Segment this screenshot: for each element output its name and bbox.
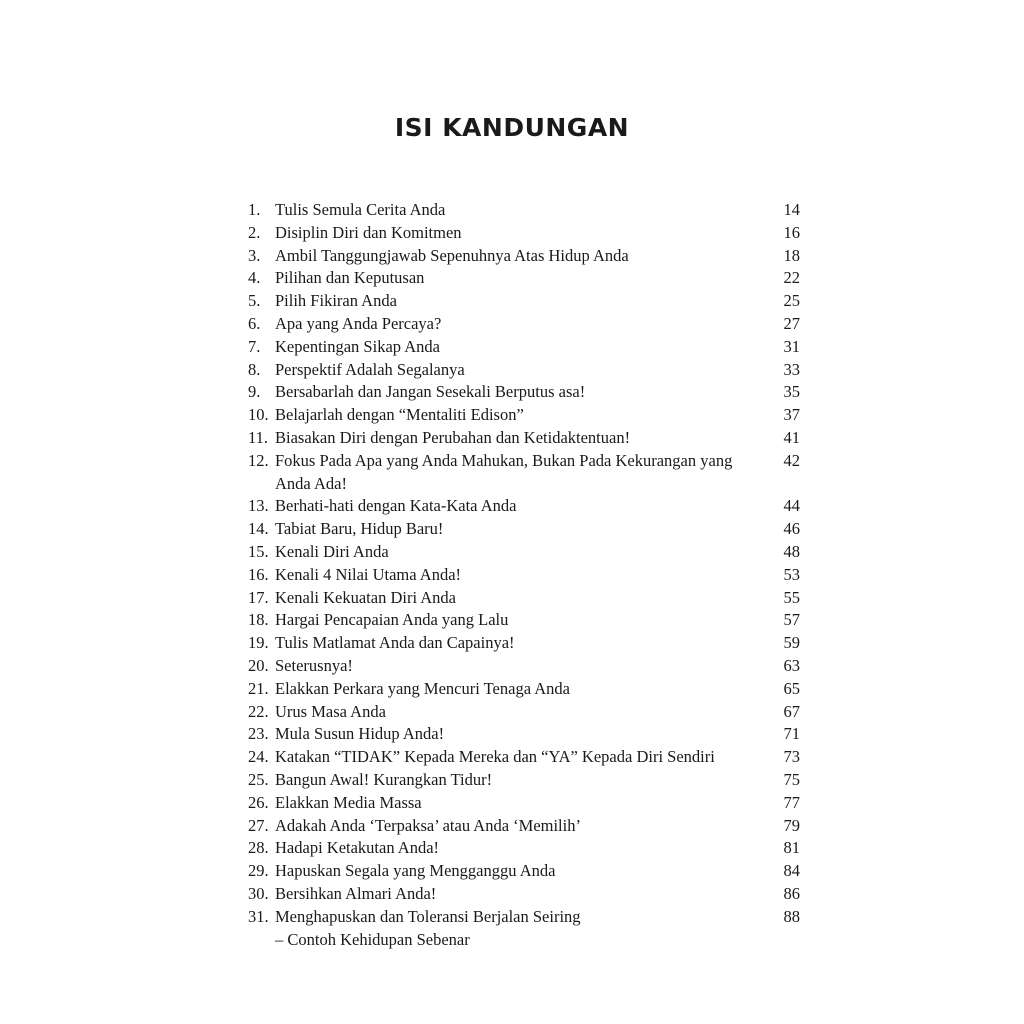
toc-entry-page-number: 65 <box>783 678 800 698</box>
toc-entry-page-number: 35 <box>783 382 800 402</box>
toc-entry-page-number: 77 <box>783 792 800 812</box>
toc-entry <box>248 313 804 336</box>
toc-entry-title <box>275 860 765 883</box>
toc-entry-title-line: Kepentingan Sikap Anda <box>275 336 440 356</box>
toc-entry <box>248 837 804 860</box>
toc-entry-page-number: 41 <box>783 427 800 447</box>
toc-entry-title-line: Perspektif Adalah Segalanya <box>275 359 465 379</box>
toc-entry-title <box>275 678 765 701</box>
toc-entry-title <box>275 222 765 245</box>
toc-entry <box>248 495 804 518</box>
toc-entry-number: 2. <box>248 222 261 242</box>
toc-entry <box>248 860 804 883</box>
toc-entry-number: 22. <box>248 701 269 721</box>
toc-entry-number: 5. <box>248 291 261 311</box>
toc-entry-number: 17. <box>248 587 269 607</box>
toc-entry-title <box>275 564 765 587</box>
toc-entry-title <box>275 587 765 610</box>
toc-entry <box>248 222 804 245</box>
toc-entry-number: 6. <box>248 313 261 333</box>
toc-entry-title-line: Katakan “TIDAK” Kepada Mereka dan “YA” Kepada Diri Sendiri <box>275 747 715 767</box>
toc-entry-title-line: Tulis Semula Cerita Anda <box>275 200 446 219</box>
toc-entry-title-line: Kenali Kekuatan Diri Anda <box>275 587 456 607</box>
toc-entry-title-line: Disiplin Diri dan Komitmen <box>275 222 462 242</box>
toc-entry-title <box>275 906 765 952</box>
toc-entry-title-line: Adakah Anda ‘Terpaksa’ atau Anda ‘Memilih’ <box>275 815 581 835</box>
toc-entry-page-number: 86 <box>783 883 800 903</box>
toc-entry <box>248 245 804 268</box>
toc-entry-title-line: Hapuskan Segala yang Mengganggu Anda <box>275 861 556 881</box>
toc-entry-title <box>275 404 765 427</box>
toc-entry <box>248 792 804 815</box>
toc-entry-title <box>275 381 765 404</box>
toc-entry <box>248 518 804 541</box>
toc-entry-number: 3. <box>248 245 261 265</box>
toc-entry <box>248 336 804 359</box>
toc-entry-title-line: Pilih Fikiran Anda <box>275 291 397 311</box>
toc-entry-title-line: Menghapuskan dan Toleransi Berjalan Seiring <box>275 906 581 926</box>
toc-entry-title <box>275 541 765 564</box>
toc-entry-number: 23. <box>248 724 269 744</box>
toc-entry <box>248 290 804 313</box>
toc-entry-page-number: 37 <box>783 405 800 425</box>
toc-entry-title-line: Mula Susun Hidup Anda! <box>275 724 445 744</box>
toc-entry-number: 13. <box>248 496 269 516</box>
toc-entry-number: 10. <box>248 405 269 425</box>
toc-entry <box>248 655 804 678</box>
toc-entry-page-number: 67 <box>783 701 800 721</box>
toc-entry-title <box>275 313 765 336</box>
toc-entry <box>248 723 804 746</box>
toc-entry-title-line: – Contoh Kehidupan Sebenar <box>275 929 470 949</box>
toc-entry-title <box>275 792 765 815</box>
toc-entry-title <box>275 655 765 678</box>
toc-entry-page-number: 48 <box>783 541 800 561</box>
toc-entry-title <box>275 290 765 313</box>
toc-entry-title <box>275 609 765 632</box>
toc-entry-title <box>275 245 765 268</box>
toc-entry <box>248 587 804 610</box>
toc-entry <box>248 769 804 792</box>
toc-entry-title-line: Ambil Tanggungjawab Sepenuhnya Atas Hidup Anda <box>275 245 629 265</box>
toc-entry <box>248 746 804 769</box>
toc-entry-title <box>275 199 765 222</box>
toc-entry <box>248 815 804 838</box>
toc-entry-page-number: 18 <box>783 245 800 265</box>
toc-entry-page-number: 27 <box>783 313 800 333</box>
toc-entry-number: 30. <box>248 883 269 903</box>
toc-entry-number: 8. <box>248 359 261 379</box>
toc-entry-number: 9. <box>248 382 261 402</box>
toc-entry-page-number: 22 <box>783 268 800 288</box>
toc-entry-title <box>275 701 765 724</box>
toc-entry-title-line: Tabiat Baru, Hidup Baru! <box>275 519 444 539</box>
toc-entry-number: 20. <box>248 655 269 675</box>
toc-entry-title-line: Anda Ada! <box>275 473 347 493</box>
toc-entry-title <box>275 336 765 359</box>
toc-entry-title <box>275 815 765 838</box>
toc-entry-number: 31. <box>248 906 269 926</box>
toc-entry-title <box>275 883 765 906</box>
toc-entry <box>248 427 804 450</box>
toc-entry-page-number: 57 <box>783 610 800 630</box>
toc-entry-page-number: 42 <box>783 450 800 470</box>
toc-entry-number: 16. <box>248 564 269 584</box>
toc-entry <box>248 381 804 404</box>
toc-entry <box>248 883 804 906</box>
toc-entry <box>248 906 804 952</box>
toc-entry-title <box>275 632 765 655</box>
toc-entry-title-line: Bangun Awal! Kurangkan Tidur! <box>275 769 493 789</box>
toc-entry-page-number: 25 <box>783 291 800 311</box>
toc-entry-page-number: 31 <box>783 336 800 356</box>
toc-entry-title <box>275 723 765 746</box>
toc-entry-number: 15. <box>248 541 269 561</box>
toc-entry <box>248 609 804 632</box>
toc-entry-title-line: Hadapi Ketakutan Anda! <box>275 838 440 858</box>
toc-entry-page-number: 81 <box>783 838 800 858</box>
toc-entry-number: 12. <box>248 450 269 470</box>
toc-entry-number: 11. <box>248 427 269 447</box>
toc-entry-number: 27. <box>248 815 269 835</box>
toc-entry <box>248 450 804 496</box>
toc-entry-title <box>275 837 765 860</box>
toc-entry-page-number: 73 <box>783 747 800 767</box>
toc-entry-title <box>275 746 765 769</box>
toc-entry-title-line: Kenali Diri Anda <box>275 541 389 561</box>
toc-entry-title-line: Seterusnya! <box>275 655 353 675</box>
toc-entry <box>248 541 804 564</box>
toc-entry-page-number: 71 <box>783 724 800 744</box>
table-of-contents <box>248 199 804 951</box>
toc-entry-number: 24. <box>248 747 269 767</box>
toc-entry-page-number: 88 <box>783 906 800 926</box>
toc-entry <box>248 404 804 427</box>
toc-entry-page-number: 14 <box>783 200 800 219</box>
toc-entry-title-line: Fokus Pada Apa yang Anda Mahukan, Bukan Pada Kekurangan yang <box>275 450 733 470</box>
toc-entry-title-line: Bersihkan Almari Anda! <box>275 883 437 903</box>
toc-entry-page-number: 55 <box>783 587 800 607</box>
toc-entry-title <box>275 518 765 541</box>
toc-entry-title <box>275 267 765 290</box>
toc-entry-title-line: Biasakan Diri dengan Perubahan dan Ketidaktentuan! <box>275 427 631 447</box>
toc-entry-number: 29. <box>248 861 269 881</box>
toc-entry-page-number: 16 <box>783 222 800 242</box>
toc-entry-title-line: Bersabarlah dan Jangan Sesekali Berputus asa! <box>275 382 586 402</box>
toc-entry-page-number: 59 <box>783 633 800 653</box>
toc-entry <box>248 701 804 724</box>
toc-entry <box>248 564 804 587</box>
toc-entry-title-line: Urus Masa Anda <box>275 701 386 721</box>
toc-entry-number: 7. <box>248 336 261 356</box>
toc-entry <box>248 199 804 222</box>
toc-entry-number: 25. <box>248 769 269 789</box>
toc-entry-page-number: 79 <box>783 815 800 835</box>
toc-entry <box>248 267 804 290</box>
toc-entry <box>248 632 804 655</box>
toc-entry-number: 28. <box>248 838 269 858</box>
toc-entry-title-line: Elakkan Media Massa <box>275 792 422 812</box>
toc-entry-page-number: 84 <box>783 861 800 881</box>
toc-entry-title-line: Hargai Pencapaian Anda yang Lalu <box>275 610 509 630</box>
toc-entry-title <box>275 495 765 518</box>
toc-entry-page-number: 33 <box>783 359 800 379</box>
toc-entry-number: 26. <box>248 792 269 812</box>
toc-entry-title <box>275 769 765 792</box>
toc-entry-title-line: Elakkan Perkara yang Mencuri Tenaga Anda <box>275 678 570 698</box>
toc-entry-number: 1. <box>248 200 261 219</box>
toc-entry-title <box>275 450 765 496</box>
toc-entry-title-line: Berhati-hati dengan Kata-Kata Anda <box>275 496 517 516</box>
toc-entry <box>248 359 804 382</box>
toc-entry-page-number: 46 <box>783 519 800 539</box>
toc-entry-title-line: Tulis Matlamat Anda dan Capainya! <box>275 633 515 653</box>
toc-entry-number: 4. <box>248 268 261 288</box>
toc-entry-title-line: Apa yang Anda Percaya? <box>275 313 442 333</box>
toc-entry-title-line: Belajarlah dengan “Mentaliti Edison” <box>275 405 524 425</box>
toc-entry-title-line: Kenali 4 Nilai Utama Anda! <box>275 564 462 584</box>
toc-entry-title-line: Pilihan dan Keputusan <box>275 268 425 288</box>
toc-entry-title <box>275 427 765 450</box>
toc-entry-page-number: 75 <box>783 769 800 789</box>
toc-entry-page-number: 53 <box>783 564 800 584</box>
toc-entry-page-number: 63 <box>783 655 800 675</box>
toc-entry-number: 21. <box>248 678 269 698</box>
toc-entry-title <box>275 359 765 382</box>
toc-entry-number: 19. <box>248 633 269 653</box>
page-title: ISI KANDUNGAN <box>394 113 630 142</box>
toc-entry <box>248 678 804 701</box>
toc-entry-number: 18. <box>248 610 269 630</box>
toc-entry-number: 14. <box>248 519 269 539</box>
toc-entry-page-number: 44 <box>783 496 800 516</box>
